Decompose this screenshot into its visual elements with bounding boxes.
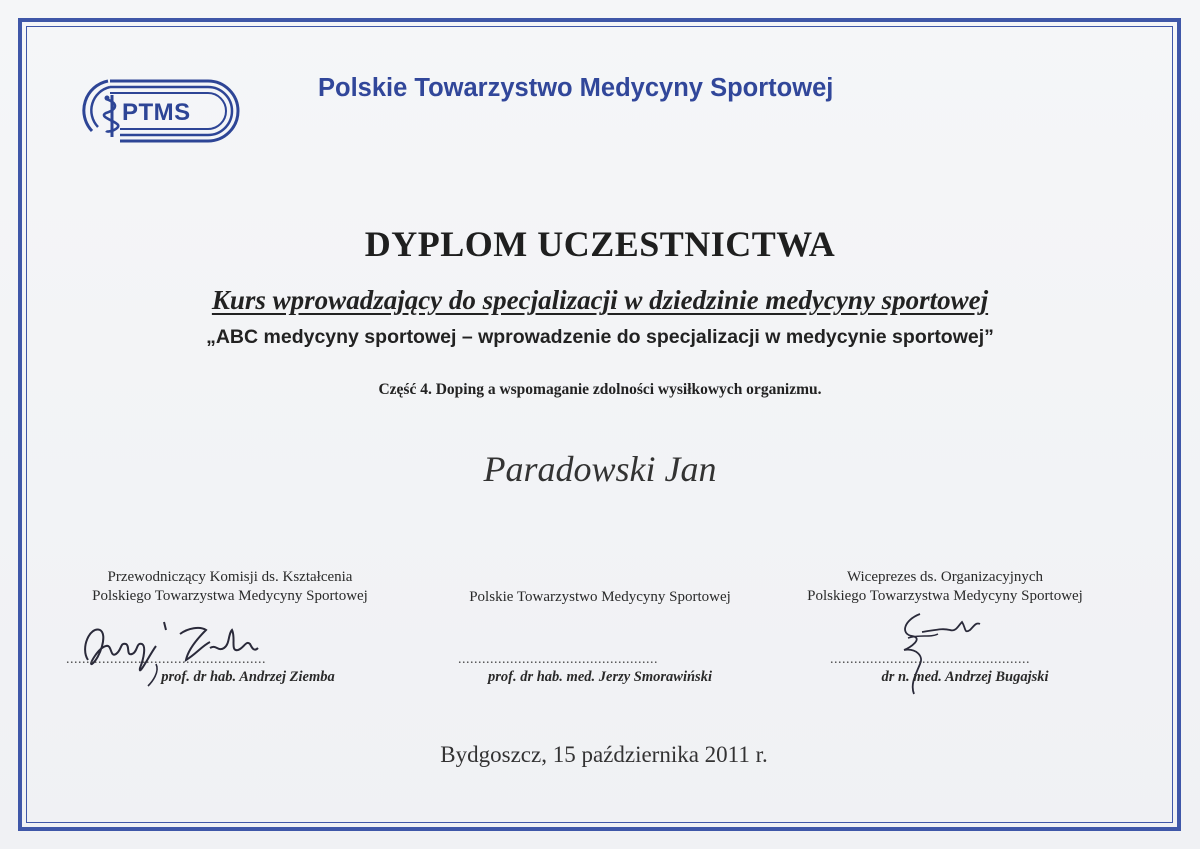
course-part: Część 4. Doping a wspomaganie zdolności wysiłkowych organizmu. — [378, 381, 822, 398]
signatory-3-dots: .................................................. — [830, 652, 1030, 667]
signatory-2-role — [400, 588, 800, 607]
signatory-3-role-line1: Wiceprezes ds. Organizacyjnych — [846, 569, 1044, 585]
signatory-1-role-line2: Polskiego Towarzystwa Medycyny Sportowej — [92, 588, 368, 604]
signatory-3-name: dr n. med. Andrzej Bugajski — [881, 669, 1049, 685]
signatory-3-role — [755, 568, 1135, 606]
signatory-3-role-line2: Polskiego Towarzystwa Medycyny Sportowej — [807, 588, 1083, 604]
course-name: Kurs wprowadzający do specjalizacji w dziedzinie medycyny sportowej — [211, 285, 989, 315]
place-and-date: Bydgoszcz, 15 października 2011 r. — [440, 742, 768, 767]
organization-name: Polskie Towarzystwo Medycyny Sportowej — [318, 74, 834, 102]
signatory-1-name: prof. dr hab. Andrzej Ziemba — [161, 669, 335, 685]
signatory-1-dots: .................................................. — [66, 652, 266, 667]
signatory-2-dots: .................................................. — [458, 652, 658, 667]
signatory-1-role — [40, 568, 420, 606]
signatory-1-role-line1: Przewodniczący Komisji ds. Kształcenia — [107, 569, 353, 585]
course-subtitle: „ABC medycyny sportowej – wprowadzenie do specjalizacji w medycynie sportowej” — [206, 326, 994, 348]
signatory-2-role-line1: Polskie Towarzystwo Medycyny Sportowej — [469, 589, 731, 605]
logo-text: PTMS — [122, 99, 191, 126]
inner-border — [26, 26, 1173, 823]
diploma-title: DYPLOM UCZESTNICTWA — [364, 224, 836, 264]
signatory-2-name: prof. dr hab. med. Jerzy Smorawiński — [488, 669, 712, 685]
recipient-name: Paradowski Jan — [483, 449, 717, 489]
